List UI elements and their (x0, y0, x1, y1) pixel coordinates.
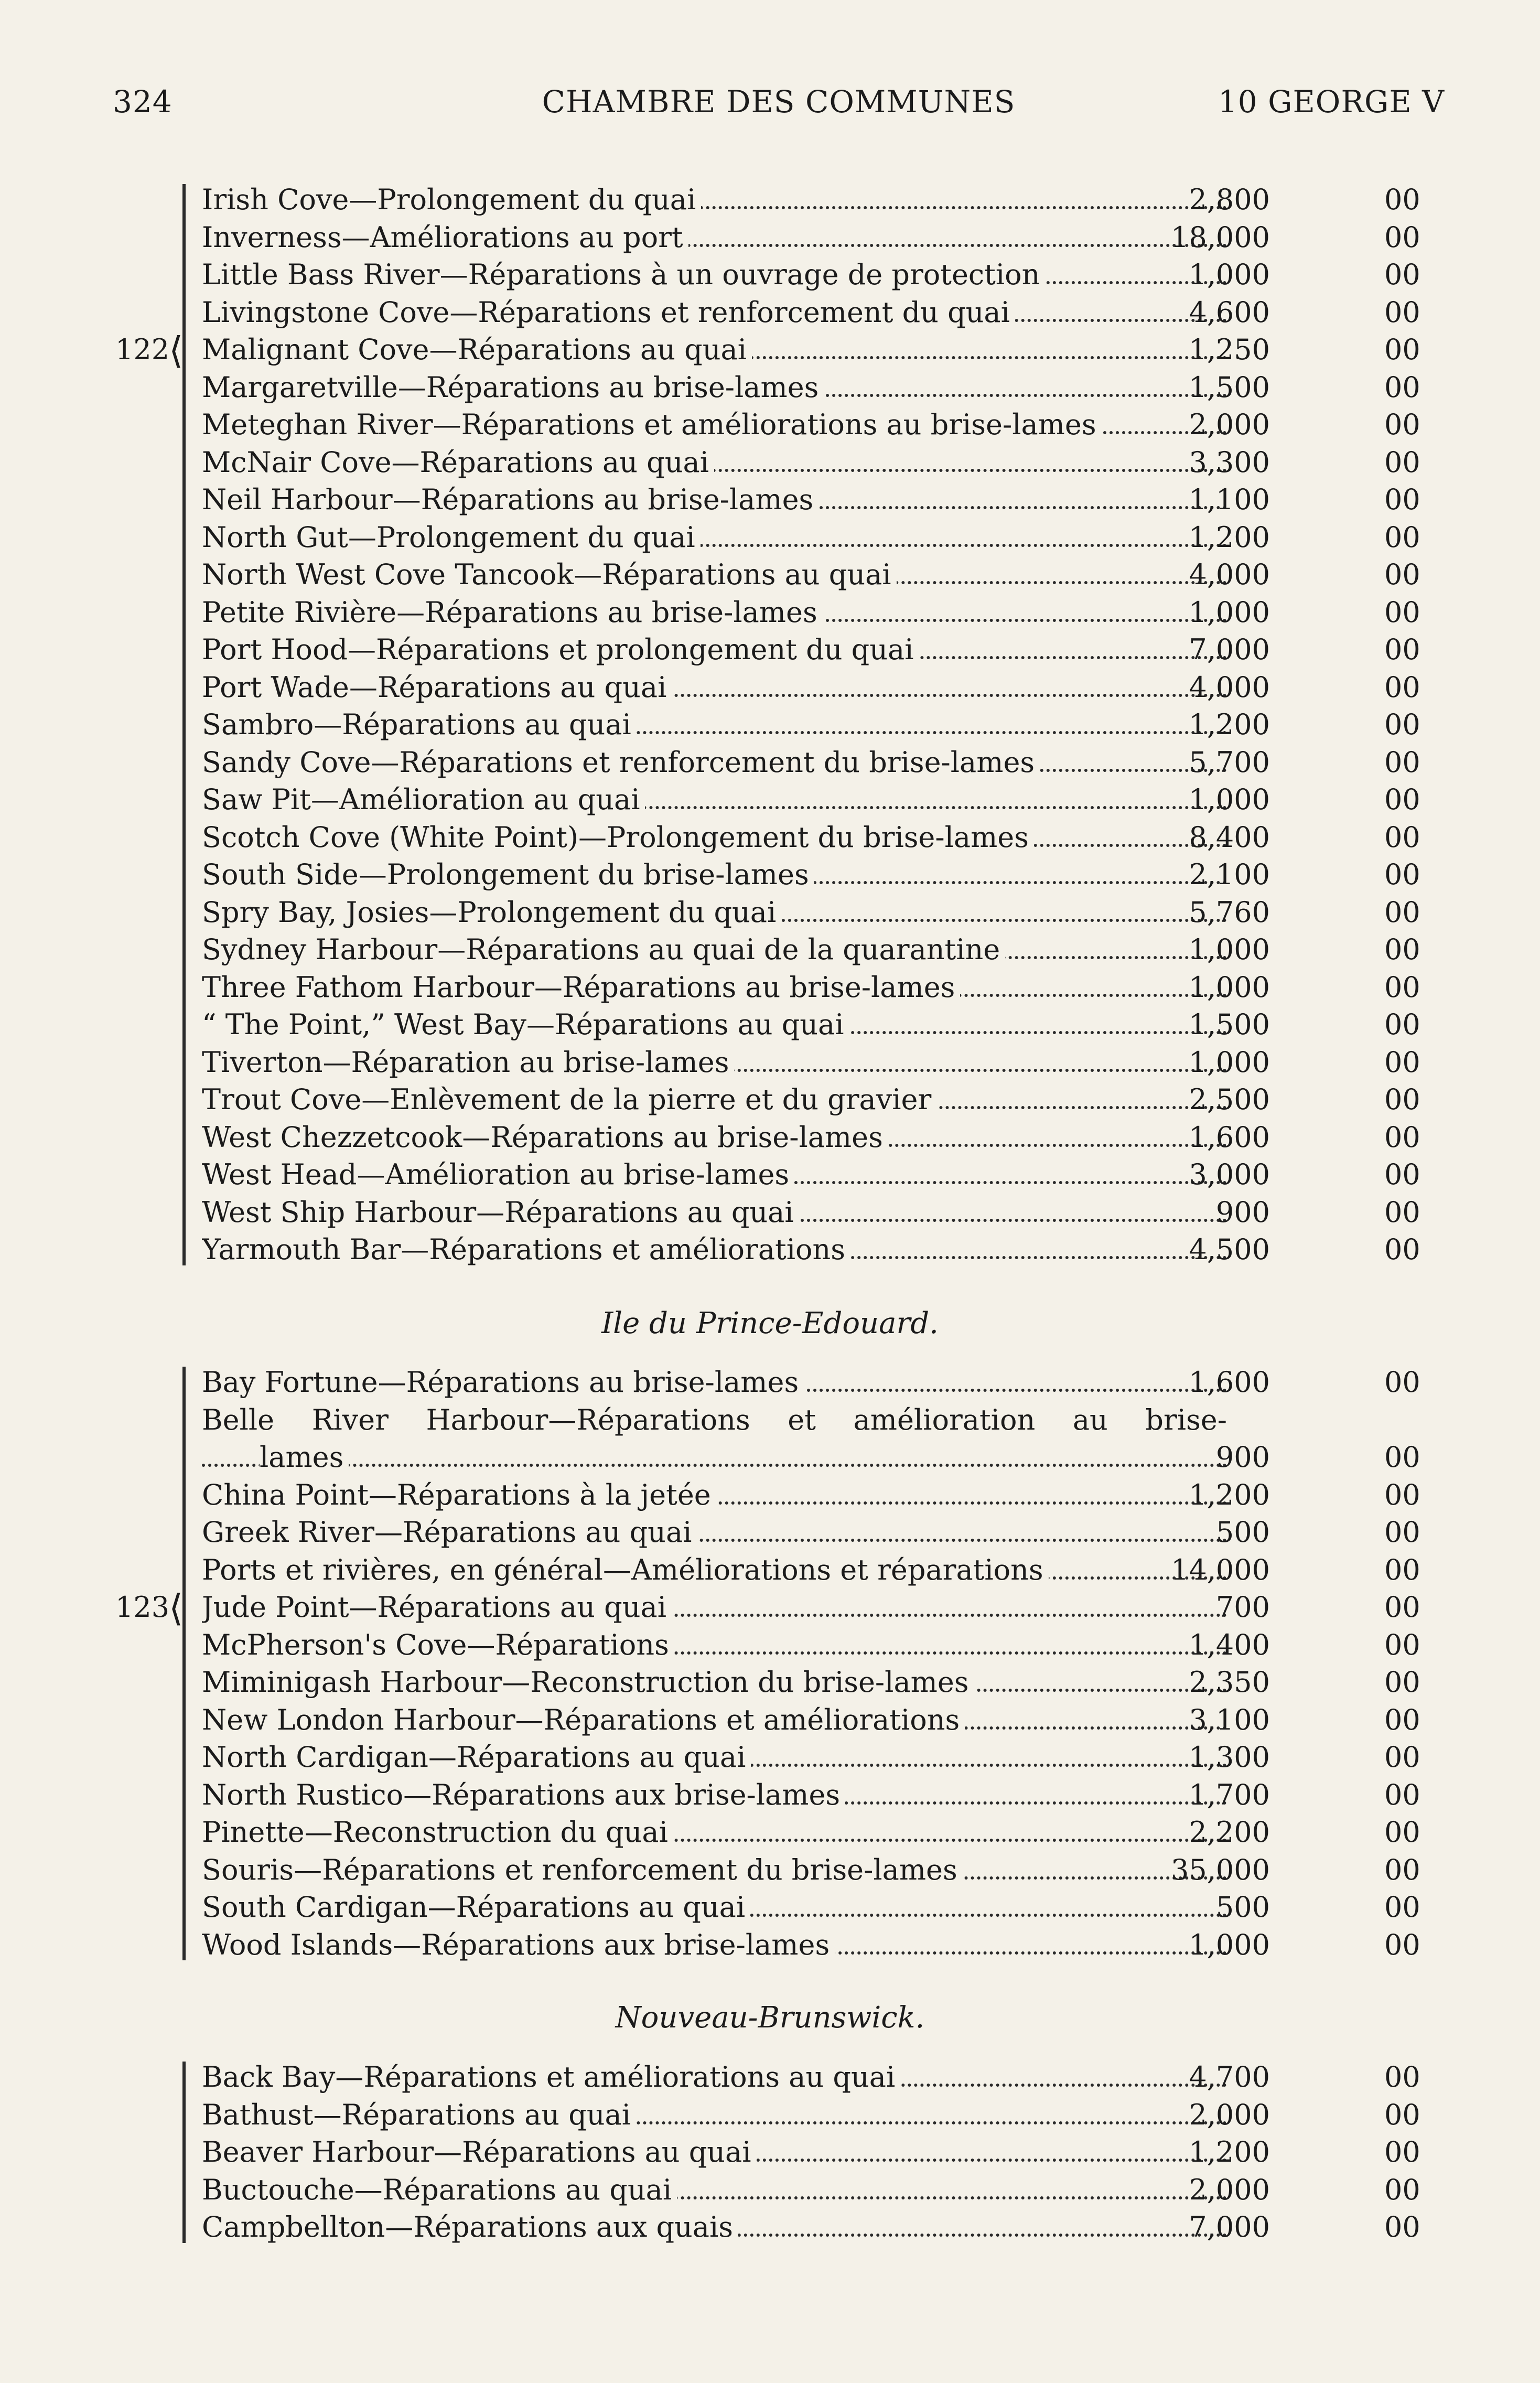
item-description: Yarmouth Bar—Réparations et améliorations (202, 1231, 1227, 1269)
item-amount: 2,800 (1189, 183, 1270, 216)
item-amount: 1,200 (1189, 520, 1270, 554)
item-description: “ The Point,” West Bay—Réparations au quai (202, 1006, 1227, 1044)
item-amount: 5,760 (1189, 895, 1270, 929)
item-description: China Point—Réparations à la jetée (202, 1476, 1227, 1514)
estimate-row (0, 1006, 1540, 1044)
vote-number: 123 (115, 1591, 170, 1624)
estimate-row (0, 1044, 1540, 1081)
item-description: Margaretville—Réparations au brise-lames (202, 369, 1227, 406)
estimate-row (0, 1156, 1540, 1194)
item-description: Wood Islands—Réparations aux brise-lames (202, 1926, 1227, 1964)
estimate-row (0, 631, 1540, 669)
estimate-row (0, 781, 1540, 819)
item-amount: 2,200 (1189, 1816, 1270, 1849)
item-description: South Cardigan—Réparations au quai (202, 1888, 1227, 1926)
item-description: Saw Pit—Amélioration au quai (202, 781, 1227, 819)
item-cents: 00 (1384, 445, 1420, 479)
item-cents: 00 (1384, 1853, 1420, 1886)
estimate-row (0, 931, 1540, 969)
estimate-row (0, 2058, 1540, 2096)
estimate-row (0, 181, 1540, 219)
estimate-row (0, 1081, 1540, 1119)
item-description: North Gut—Prolongement du quai (202, 519, 1227, 556)
estimate-row (0, 1738, 1540, 1776)
item-amount: 1,250 (1189, 333, 1270, 366)
item-amount: 1,000 (1189, 1928, 1270, 1961)
item-cents: 00 (1384, 708, 1420, 741)
brace-tip-icon: ⟨ (169, 329, 184, 372)
item-description: Greek River—Réparations au quai (202, 1513, 1227, 1551)
estimate-row (0, 1194, 1540, 1231)
item-amount: 1,200 (1189, 708, 1270, 741)
item-cents: 00 (1384, 1928, 1420, 1961)
item-description: Miminigash Harbour—Reconstruction du brise-lames (202, 1663, 1227, 1701)
item-cents: 00 (1384, 895, 1420, 929)
item-cents: 00 (1384, 1158, 1420, 1191)
item-cents: 00 (1384, 633, 1420, 666)
item-cents: 00 (1384, 183, 1420, 216)
item-amount: 900 (1215, 1441, 1270, 1474)
leader-dots (202, 1464, 1227, 1467)
item-description: Port Hood—Réparations et prolongement du quai (202, 631, 1227, 669)
item-amount: 7,000 (1189, 633, 1270, 666)
estimate-row (0, 2208, 1540, 2246)
item-description: Beaver Harbour—Réparations au quai (202, 2133, 1227, 2171)
item-amount: 14,000 (1171, 1553, 1270, 1586)
item-cents: 00 (1384, 2173, 1420, 2206)
item-amount: 2,100 (1189, 858, 1270, 891)
estimate-row (0, 1663, 1540, 1701)
estimate-row (0, 1231, 1540, 1269)
item-cents: 00 (1384, 408, 1420, 441)
item-amount: 500 (1215, 1516, 1270, 1549)
item-description: Neil Harbour—Réparations au brise-lames (202, 481, 1227, 519)
estimate-row (0, 1626, 1540, 1664)
estimate-row (0, 1776, 1540, 1814)
item-description: South Side—Prolongement du brise-lames (202, 856, 1227, 894)
item-cents: 00 (1384, 558, 1420, 591)
item-amount: 1,400 (1189, 1628, 1270, 1661)
estimate-row (0, 2096, 1540, 2134)
item-cents: 00 (1384, 483, 1420, 516)
item-cents: 00 (1384, 670, 1420, 704)
estimate-row (0, 1701, 1540, 1739)
item-cents: 00 (1384, 2098, 1420, 2131)
item-cents: 00 (1384, 820, 1420, 854)
item-cents: 00 (1384, 1008, 1420, 1041)
item-description: Inverness—Améliorations au port (202, 219, 1227, 256)
estimate-row (0, 481, 1540, 519)
estimate-row (0, 669, 1540, 706)
item-cents: 00 (1384, 1366, 1420, 1399)
item-cents: 00 (1384, 933, 1420, 966)
item-amount: 500 (1215, 1891, 1270, 1924)
item-amount: 2,000 (1189, 2173, 1270, 2206)
item-description: Irish Cove—Prolongement du quai (202, 181, 1227, 219)
item-cents: 00 (1384, 295, 1420, 329)
item-cents: 00 (1384, 2135, 1420, 2169)
item-description: Spry Bay, Josies—Prolongement du quai (202, 894, 1227, 931)
section-heading: Ile du Prince-Edouard. (601, 1306, 939, 1340)
item-description: Sydney Harbour—Réparations au quai de la quarantine (202, 931, 1227, 969)
item-cents: 00 (1384, 1195, 1420, 1229)
item-cents: 00 (1384, 1703, 1420, 1736)
estimate-row (0, 1926, 1540, 1964)
item-cents: 00 (1384, 1891, 1420, 1924)
item-description: Buctouche—Réparations au quai (202, 2171, 1227, 2209)
item-description: Sambro—Réparations au quai (202, 706, 1227, 744)
estimate-row (0, 1513, 1540, 1551)
item-description: Pinette—Reconstruction du quai (202, 1813, 1227, 1851)
item-cents: 00 (1384, 370, 1420, 404)
item-cents: 00 (1384, 1741, 1420, 1774)
estimate-row (0, 594, 1540, 631)
item-cents: 00 (1384, 1233, 1420, 1266)
estimate-row (0, 1813, 1540, 1851)
item-cents: 00 (1384, 1666, 1420, 1699)
estimate-row (0, 556, 1540, 594)
item-description: lames (202, 1439, 1227, 1476)
item-cents: 00 (1384, 970, 1420, 1004)
item-amount: 2,350 (1189, 1666, 1270, 1699)
item-amount: 1,300 (1189, 1741, 1270, 1774)
item-cents: 00 (1384, 220, 1420, 254)
estimate-row (0, 1439, 1540, 1476)
item-description: Campbellton—Réparations aux quais (202, 2208, 1227, 2246)
item-description: Three Fathom Harbour—Réparations au brise-lames (202, 969, 1227, 1006)
estimate-row (0, 1119, 1540, 1156)
item-cents: 00 (1384, 858, 1420, 891)
item-description: Bathust—Réparations au quai (202, 2096, 1227, 2134)
vote-number: 122 (115, 333, 170, 366)
item-description: Belle River Harbour—Réparations et amélioration au brise- (202, 1403, 1227, 1436)
brace-tip-icon: ⟨ (169, 1586, 184, 1629)
item-description: North Cardigan—Réparations au quai (202, 1738, 1227, 1776)
item-amount: 700 (1215, 1591, 1270, 1624)
estimate-row (0, 819, 1540, 856)
item-amount: 4,600 (1189, 295, 1270, 329)
estimate-row (0, 2171, 1540, 2209)
item-amount: 2,000 (1189, 2098, 1270, 2131)
item-description: Sandy Cove—Réparations et renforcement du brise-lames (202, 744, 1227, 781)
item-cents: 00 (1384, 2060, 1420, 2094)
item-amount: 1,600 (1189, 1120, 1270, 1154)
item-cents: 00 (1384, 595, 1420, 629)
item-amount: 1,000 (1189, 933, 1270, 966)
item-cents: 00 (1384, 1045, 1420, 1079)
reign-label: 10 GEORGE V (1218, 84, 1445, 120)
item-description: Bay Fortune—Réparations au brise-lames (202, 1364, 1227, 1401)
item-description: Scotch Cove (White Point)—Prolongement du brise-lames (202, 819, 1227, 856)
estimate-row (0, 519, 1540, 556)
item-amount: 900 (1215, 1195, 1270, 1229)
item-description: Port Wade—Réparations au quai (202, 669, 1227, 706)
item-cents: 00 (1384, 1591, 1420, 1624)
estimate-row (0, 1364, 1540, 1401)
estimate-row (0, 294, 1540, 331)
item-amount: 1,700 (1189, 1778, 1270, 1811)
item-amount: 4,700 (1189, 2060, 1270, 2094)
estimate-row (0, 256, 1540, 294)
item-description: McNair Cove—Réparations au quai (202, 444, 1227, 481)
estimate-row (0, 1476, 1540, 1514)
item-cents: 00 (1384, 520, 1420, 554)
estimate-row (0, 744, 1540, 781)
item-description: North West Cove Tancook—Réparations au quai (202, 556, 1227, 594)
item-amount: 1,000 (1189, 258, 1270, 291)
estimate-row (0, 406, 1540, 444)
item-amount: 3,000 (1189, 1158, 1270, 1191)
section-heading: Nouveau-Brunswick. (615, 2001, 925, 2035)
estimate-row (0, 706, 1540, 744)
item-amount: 35,000 (1171, 1853, 1270, 1886)
estimate-row (0, 1401, 1540, 1439)
item-description: Malignant Cove—Réparations au quai (202, 331, 1227, 369)
item-amount: 3,100 (1189, 1703, 1270, 1736)
item-cents: 00 (1384, 1083, 1420, 1116)
estimate-row (0, 369, 1540, 406)
item-amount: 1,000 (1189, 970, 1270, 1004)
item-description: West Ship Harbour—Réparations au quai (202, 1194, 1227, 1231)
item-description: Livingstone Cove—Réparations et renforcement du quai (202, 294, 1227, 331)
item-cents: 00 (1384, 2210, 1420, 2244)
item-description: North Rustico—Réparations aux brise-lames (202, 1776, 1227, 1814)
page-title: CHAMBRE DES COMMUNES (542, 84, 1016, 120)
page-header (113, 84, 1445, 131)
item-amount: 4,000 (1189, 558, 1270, 591)
item-cents: 00 (1384, 333, 1420, 366)
item-amount: 1,000 (1189, 595, 1270, 629)
estimate-row (0, 1851, 1540, 1889)
estimate-row (0, 1586, 1540, 1629)
item-amount: 4,500 (1189, 1233, 1270, 1266)
item-amount: 2,500 (1189, 1083, 1270, 1116)
estimate-row (0, 444, 1540, 481)
item-description: Back Bay—Réparations et améliorations au quai (202, 2058, 1227, 2096)
estimate-row (0, 894, 1540, 931)
item-cents: 00 (1384, 1553, 1420, 1586)
item-amount: 4,000 (1189, 670, 1270, 704)
item-amount: 1,100 (1189, 483, 1270, 516)
estimate-row (0, 1888, 1540, 1926)
item-cents: 00 (1384, 1816, 1420, 1849)
item-cents: 00 (1384, 1478, 1420, 1511)
item-amount: 1,200 (1189, 1478, 1270, 1511)
page-number: 324 (113, 84, 173, 120)
item-amount: 1,500 (1189, 370, 1270, 404)
item-cents: 00 (1384, 1628, 1420, 1661)
estimate-row (0, 2133, 1540, 2171)
item-amount: 7,000 (1189, 2210, 1270, 2244)
item-amount: 3,300 (1189, 445, 1270, 479)
estimate-row (0, 856, 1540, 894)
item-amount: 5,700 (1189, 745, 1270, 779)
item-cents: 00 (1384, 745, 1420, 779)
item-description: New London Harbour—Réparations et améliorations (202, 1701, 1227, 1739)
item-cents: 00 (1384, 258, 1420, 291)
estimate-row (0, 969, 1540, 1006)
item-amount: 1,000 (1189, 783, 1270, 816)
item-description: Little Bass River—Réparations à un ouvrage de protection (202, 256, 1227, 294)
item-amount: 1,500 (1189, 1008, 1270, 1041)
item-description: Jude Point—Réparations au quai (202, 1588, 1227, 1626)
item-amount: 1,200 (1189, 2135, 1270, 2169)
item-description: McPherson's Cove—Réparations (202, 1626, 1227, 1664)
item-cents: 00 (1384, 783, 1420, 816)
item-cents: 00 (1384, 1516, 1420, 1549)
item-description: Petite Rivière—Réparations au brise-lames (202, 594, 1227, 631)
item-description: West Head—Amélioration au brise-lames (202, 1156, 1227, 1194)
item-description: Souris—Réparations et renforcement du brise-lames (202, 1851, 1227, 1889)
estimate-row (0, 1551, 1540, 1589)
item-cents: 00 (1384, 1120, 1420, 1154)
item-amount: 18,000 (1171, 220, 1270, 254)
item-description: Tiverton—Réparation au brise-lames (202, 1044, 1227, 1081)
item-amount: 2,000 (1189, 408, 1270, 441)
item-description: West Chezzetcook—Réparations au brise-lames (202, 1119, 1227, 1156)
item-cents: 00 (1384, 1441, 1420, 1474)
item-amount: 1,000 (1189, 1045, 1270, 1079)
item-amount: 8,400 (1189, 820, 1270, 854)
item-cents: 00 (1384, 1778, 1420, 1811)
item-description: Meteghan River—Réparations et améliorations au brise-lames (202, 406, 1227, 444)
estimate-row (0, 329, 1540, 372)
item-description: Trout Cove—Enlèvement de la pierre et du gravier (202, 1081, 1227, 1119)
item-description: Ports et rivières, en général—Améliorations et réparations (202, 1551, 1227, 1589)
estimate-row (0, 219, 1540, 256)
item-amount: 1,600 (1189, 1366, 1270, 1399)
